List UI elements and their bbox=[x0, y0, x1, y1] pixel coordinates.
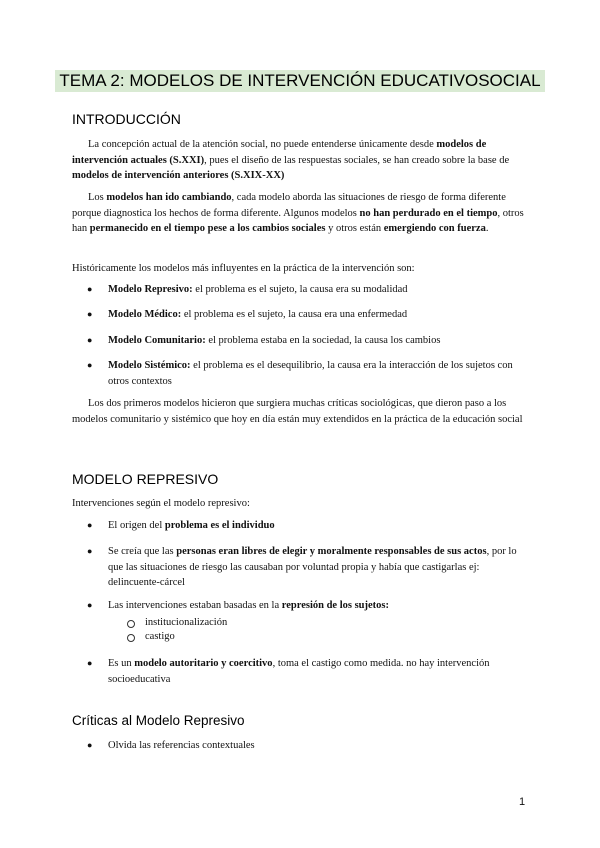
represivo-lead: Intervenciones según el modelo represivo: bbox=[72, 498, 250, 509]
list-item-personas-libres: Se creía que las personas eran libres de elegir y moralmente responsables de sus actos, por lo que las situaciones de riesgo las causaban por voluntad propia y había que castigarlas ej: delincuente-cárcel bbox=[108, 546, 517, 588]
bullet-icon: ● bbox=[87, 284, 93, 294]
sub-item-institucionalizacion: institucionalización bbox=[145, 617, 228, 628]
heading-modelo-represivo: MODELO REPRESIVO bbox=[72, 471, 219, 487]
list-item-modelo-represivo: Modelo Represivo: el problema es el sujeto, la causa era su modalidad bbox=[108, 284, 408, 295]
bullet-icon: ● bbox=[87, 520, 93, 530]
bullet-icon: ● bbox=[87, 546, 93, 556]
heading-introduccion: INTRODUCCIÓN bbox=[72, 111, 181, 127]
list-item-modelo-sistemico: Modelo Sistémico: el problema es el desequilibrio, la causa era la interacción de los sujetos con otros contextos bbox=[108, 360, 513, 387]
bullet-icon: ● bbox=[87, 600, 93, 610]
bullet-icon: ● bbox=[87, 309, 93, 319]
list-item-autoritario: Es un modelo autoritario y coercitivo, toma el castigo como medida. no hay intervención socioeducativa bbox=[108, 658, 490, 685]
intro-paragraph-4: Los dos primeros modelos hicieron que surgiera muchas críticas sociológicas, que dieron paso a los modelos comunitario y sistémico que hoy en día están muy extendidos en la práctica de la educación social bbox=[72, 398, 523, 425]
intro-paragraph-3: Históricamente los modelos más influyentes en la práctica de la intervención son: bbox=[72, 263, 415, 274]
heading-criticas: Críticas al Modelo Represivo bbox=[72, 713, 245, 728]
list-item-olvida: Olvida las referencias contextuales bbox=[108, 740, 255, 751]
circle-bullet-icon bbox=[127, 620, 135, 628]
list-item-modelo-comunitario: Modelo Comunitario: el problema estaba en la sociedad, la causa los cambios bbox=[108, 335, 441, 346]
title-container bbox=[0, 70, 600, 92]
sub-item-castigo: castigo bbox=[145, 631, 175, 642]
list-item-origen: El origen del problema es el individuo bbox=[108, 520, 275, 531]
list-item-modelo-medico: Modelo Médico: el problema es el sujeto, la causa era una enfermedad bbox=[108, 309, 408, 320]
bullet-icon: ● bbox=[87, 658, 93, 668]
circle-bullet-icon bbox=[127, 634, 135, 642]
page-number: 1 bbox=[519, 796, 526, 808]
bullet-icon: ● bbox=[87, 360, 93, 370]
intro-paragraph-1: La concepción actual de la atención social, no puede entenderse únicamente desde modelos de intervención actuales (S.XXI), pues el diseño de las respuestas sociales, se han creado sobre la base de modelos de intervención anteriores (S.XIX-XX) bbox=[72, 139, 510, 181]
bullet-icon: ● bbox=[87, 335, 93, 345]
bullet-icon: ● bbox=[87, 740, 93, 750]
list-item-intervenciones: Las intervenciones estaban basadas en la represión de los sujetos: bbox=[108, 600, 390, 611]
document-title: TEMA 2: MODELOS DE INTERVENCIÓN EDUCATIVOSOCIAL bbox=[55, 70, 544, 92]
intro-paragraph-2: Los modelos han ido cambiando, cada modelo aborda las situaciones de riesgo de forma diferente porque diagnostica los hechos de forma diferente. Algunos modelos no han perdurado en el tiempo, otros han permanecido en el tiempo pese a los cambios sociales y otros están emergiendo con fuerza. bbox=[72, 192, 524, 234]
